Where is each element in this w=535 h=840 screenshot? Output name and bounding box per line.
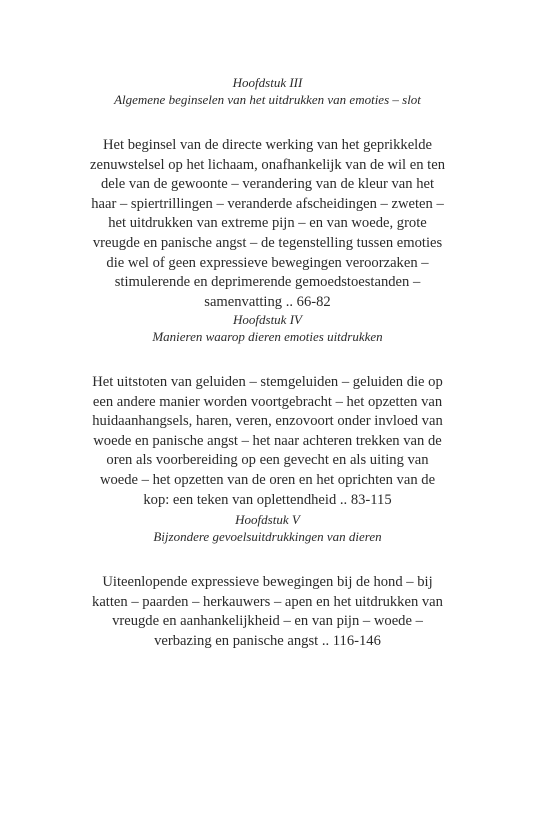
chapter-summary [60,373,475,510]
summary-line: samenvatting .. 66-82 [204,293,331,310]
summary-line: oren als voorbereiding op een gevecht en als uiting van [106,452,429,469]
summary-line: haar – spiertrillingen – veranderde afscheidingen – zweten – [91,195,444,212]
summary-line: vreugde en aanhankelijkheid – en van pijn – woede – [112,613,423,630]
summary-line: het uitdrukken van extreme pijn – en van woede, grote [108,215,427,232]
chapter-subtitle: Algemene beginselen van het uitdrukken van emoties – slot [114,92,421,107]
summary-line: vreugde en panische angst – de tegenstelling tussen emoties [92,234,443,251]
chapter-subtitle: Manieren waarop dieren emoties uitdrukken [152,329,383,344]
summary-line: verbazing en panische angst .. 116-146 [154,632,381,649]
summary-line: katten – paarden – herkauwers – apen en het uitdrukken van [92,593,443,610]
summary-line: die wel of geen expressieve bewegingen veroorzaken – [106,254,429,271]
summary-line: een andere manier worden voortgebracht – het opzetten van [92,393,443,410]
summary-line: Het uitstoten van geluiden – stemgeluiden – geluiden die op [92,374,443,390]
chapter-subtitle: Bijzondere gevoelsuitdrukkingen van dieren [153,529,382,544]
chapter-summary [60,573,475,651]
summary-line: Het beginsel van de directe werking van het geprikkelde [102,137,433,153]
chapter-4-entry [60,311,475,510]
chapter-3-entry [60,74,475,312]
summary-line: huidaanhangsels, haren, veren, enzovoort onder invloed van [92,413,443,430]
summary-line: zenuwstelsel op het lichaam, onafhankelijk van de wil en ten [90,156,445,173]
chapter-heading: Hoofdstuk V [235,512,300,527]
summary-line: stimulerende en deprimerende gemoedstoestanden – [114,274,421,291]
summary-line: woede en panische angst – het naar achteren trekken van de [93,432,442,449]
summary-line: dele van de gewoonte – verandering van de kleur van het [100,176,435,193]
chapter-heading: Hoofdstuk III [232,75,303,90]
summary-line: kop: een teken van oplettendheid .. 83-115 [143,491,392,508]
chapter-5-entry [60,511,475,651]
summary-line: Uiteenlopende expressieve bewegingen bij de hond – bij [102,574,433,590]
chapter-heading: Hoofdstuk IV [233,312,302,327]
chapter-summary [60,136,475,312]
summary-line: woede – het opzetten van de oren en het oprichten van de [99,471,436,488]
